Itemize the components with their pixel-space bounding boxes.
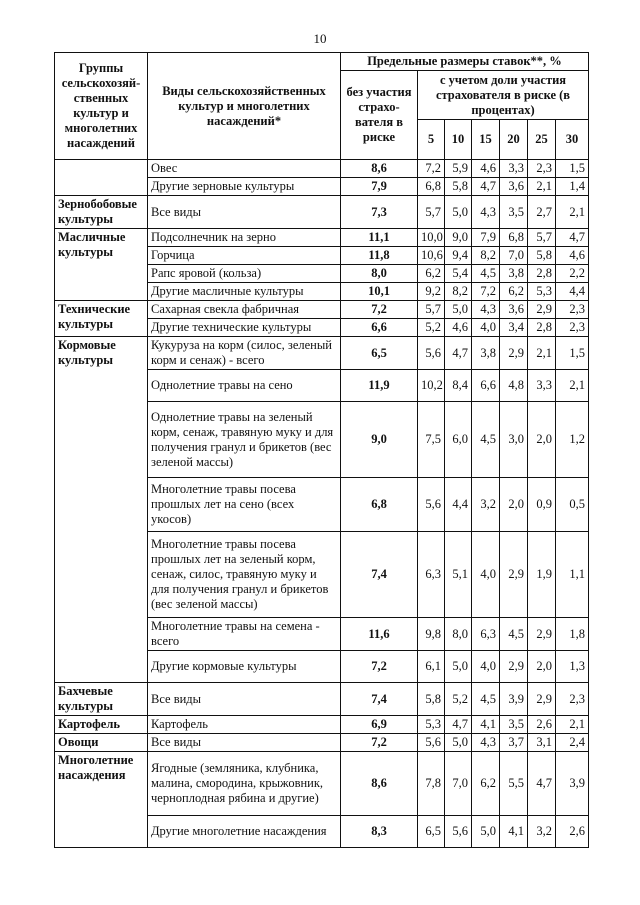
share-rate-cell: 2,0 [500, 478, 528, 532]
crop-cell: Другие масличные культуры [148, 283, 341, 301]
share-rate-cell: 1,4 [556, 178, 589, 196]
share-rate-cell: 7,2 [472, 283, 500, 301]
header-with-share: с учетом доли участия страхователя в риске (в процентах) [418, 71, 589, 120]
share-rate-cell: 4,0 [472, 532, 500, 618]
share-rate-cell: 4,7 [445, 716, 472, 734]
header-crops: Виды сельскохозяйственных культур и многолетних насаждений* [148, 53, 341, 160]
share-rate-cell: 6,2 [418, 265, 445, 283]
share-rate-cell: 5,6 [418, 734, 445, 752]
share-rate-cell: 6,8 [418, 178, 445, 196]
share-rate-cell: 4,0 [472, 319, 500, 337]
share-rate-cell: 4,5 [472, 265, 500, 283]
share-rate-cell: 4,4 [445, 478, 472, 532]
share-rate-cell: 9,8 [418, 618, 445, 651]
share-rate-cell: 2,8 [528, 319, 556, 337]
share-rate-cell: 4,6 [445, 319, 472, 337]
share-rate-cell: 3,6 [500, 301, 528, 319]
group-cell: Масличные культуры [55, 229, 148, 301]
base-rate-cell: 11,9 [341, 370, 418, 402]
base-rate-cell: 7,2 [341, 651, 418, 683]
share-rate-cell: 2,9 [528, 301, 556, 319]
crop-cell: Многолетние травы посева прошлых лет на зеленый корм, сенаж, силос, травяную муку и для получения гранул и брикетов (вес зеленой массы) [148, 532, 341, 618]
crop-cell: Другие многолетние насаждения [148, 816, 341, 848]
table-row [55, 301, 589, 319]
crop-cell: Многолетние травы посева прошлых лет на сено (всех укосов) [148, 478, 341, 532]
base-rate-cell: 7,2 [341, 734, 418, 752]
share-rate-cell: 1,8 [556, 618, 589, 651]
share-rate-cell: 3,3 [500, 160, 528, 178]
base-rate-cell: 8,0 [341, 265, 418, 283]
share-rate-cell: 5,7 [418, 196, 445, 229]
base-rate-cell: 8,6 [341, 160, 418, 178]
share-rate-cell: 5,2 [418, 319, 445, 337]
share-rate-cell: 4,5 [500, 618, 528, 651]
share-rate-cell: 7,8 [418, 752, 445, 816]
share-rate-cell: 2,0 [528, 402, 556, 478]
base-rate-cell: 11,8 [341, 247, 418, 265]
share-rate-cell: 6,8 [500, 229, 528, 247]
share-rate-cell: 5,0 [445, 301, 472, 319]
share-rate-cell: 4,7 [556, 229, 589, 247]
share-rate-cell: 5,1 [445, 532, 472, 618]
insurance-rates-table [54, 52, 589, 848]
share-rate-cell: 6,2 [500, 283, 528, 301]
share-rate-cell: 2,7 [528, 196, 556, 229]
share-rate-cell: 4,8 [500, 370, 528, 402]
base-rate-cell: 11,1 [341, 229, 418, 247]
share-rate-cell: 2,9 [500, 337, 528, 370]
share-rate-cell: 7,0 [500, 247, 528, 265]
table-row [55, 752, 589, 816]
share-rate-cell: 5,0 [445, 651, 472, 683]
share-rate-cell: 5,3 [418, 716, 445, 734]
group-cell: Бахчевые культуры [55, 683, 148, 716]
group-cell: Технические культуры [55, 301, 148, 337]
share-rate-cell: 5,0 [472, 816, 500, 848]
base-rate-cell: 6,5 [341, 337, 418, 370]
share-rate-cell: 2,9 [528, 683, 556, 716]
share-rate-cell: 3,8 [472, 337, 500, 370]
header-share-30: 30 [556, 120, 589, 160]
share-rate-cell: 8,2 [472, 247, 500, 265]
share-rate-cell: 3,7 [500, 734, 528, 752]
share-rate-cell: 2,3 [556, 319, 589, 337]
share-rate-cell: 1,5 [556, 160, 589, 178]
share-rate-cell: 2,1 [556, 196, 589, 229]
table-row [55, 734, 589, 752]
table-row [55, 716, 589, 734]
share-rate-cell: 1,2 [556, 402, 589, 478]
share-rate-cell: 5,8 [528, 247, 556, 265]
table-row [55, 683, 589, 716]
crop-cell: Ягодные (земляника, клубника, малина, смородина, крыжовник, черноплодная рябина и другие) [148, 752, 341, 816]
share-rate-cell: 4,7 [528, 752, 556, 816]
group-cell: Кормовые культуры [55, 337, 148, 683]
share-rate-cell: 5,6 [445, 816, 472, 848]
crop-cell: Картофель [148, 716, 341, 734]
share-rate-cell: 3,2 [472, 478, 500, 532]
base-rate-cell: 6,8 [341, 478, 418, 532]
share-rate-cell: 5,6 [418, 337, 445, 370]
share-rate-cell: 6,6 [472, 370, 500, 402]
share-rate-cell: 5,0 [445, 734, 472, 752]
page-number: 10 [313, 31, 327, 46]
share-rate-cell: 3,0 [500, 402, 528, 478]
base-rate-cell: 10,1 [341, 283, 418, 301]
base-rate-cell: 7,4 [341, 683, 418, 716]
base-rate-cell: 6,9 [341, 716, 418, 734]
share-rate-cell: 2,8 [528, 265, 556, 283]
table-row [55, 196, 589, 229]
share-rate-cell: 6,2 [472, 752, 500, 816]
crop-cell: Многолетние травы на семена - всего [148, 618, 341, 651]
share-rate-cell: 8,4 [445, 370, 472, 402]
share-rate-cell: 2,3 [556, 683, 589, 716]
share-rate-cell: 3,5 [500, 716, 528, 734]
share-rate-cell: 5,9 [445, 160, 472, 178]
base-rate-cell: 11,6 [341, 618, 418, 651]
group-cell: Картофель [55, 716, 148, 734]
share-rate-cell: 4,1 [472, 716, 500, 734]
share-rate-cell: 5,7 [418, 301, 445, 319]
share-rate-cell: 8,0 [445, 618, 472, 651]
share-rate-cell: 3,9 [500, 683, 528, 716]
share-rate-cell: 10,2 [418, 370, 445, 402]
base-rate-cell: 7,4 [341, 532, 418, 618]
share-rate-cell: 0,9 [528, 478, 556, 532]
crop-cell: Подсолнечник на зерно [148, 229, 341, 247]
crop-cell: Все виды [148, 683, 341, 716]
share-rate-cell: 1,5 [556, 337, 589, 370]
crop-cell: Другие кормовые культуры [148, 651, 341, 683]
share-rate-cell: 9,0 [445, 229, 472, 247]
share-rate-cell: 6,5 [418, 816, 445, 848]
table-row [55, 160, 589, 178]
group-cell: Овощи [55, 734, 148, 752]
share-rate-cell: 7,9 [472, 229, 500, 247]
share-rate-cell: 3,6 [500, 178, 528, 196]
share-rate-cell: 5,2 [445, 683, 472, 716]
header-share-20: 20 [500, 120, 528, 160]
header-groups: Группы сельскохозяй-ственных культур и многолетних насаждений [55, 53, 148, 160]
share-rate-cell: 3,5 [500, 196, 528, 229]
share-rate-cell: 2,9 [500, 532, 528, 618]
share-rate-cell: 2,1 [556, 370, 589, 402]
share-rate-cell: 8,2 [445, 283, 472, 301]
share-rate-cell: 2,9 [528, 618, 556, 651]
share-rate-cell: 5,8 [418, 683, 445, 716]
header-share-25: 25 [528, 120, 556, 160]
base-rate-cell: 7,9 [341, 178, 418, 196]
crop-cell: Сахарная свекла фабричная [148, 301, 341, 319]
crop-cell: Другие зерновые культуры [148, 178, 341, 196]
share-rate-cell: 0,5 [556, 478, 589, 532]
crop-cell: Кукуруза на корм (силос, зеленый корм и сенаж) - всего [148, 337, 341, 370]
base-rate-cell: 8,6 [341, 752, 418, 816]
share-rate-cell: 10,6 [418, 247, 445, 265]
share-rate-cell: 6,1 [418, 651, 445, 683]
share-rate-cell: 2,6 [528, 716, 556, 734]
share-rate-cell: 2,6 [556, 816, 589, 848]
share-rate-cell: 3,4 [500, 319, 528, 337]
share-rate-cell: 5,5 [500, 752, 528, 816]
share-rate-cell: 9,4 [445, 247, 472, 265]
share-rate-cell: 4,5 [472, 683, 500, 716]
share-rate-cell: 4,0 [472, 651, 500, 683]
base-rate-cell: 9,0 [341, 402, 418, 478]
share-rate-cell: 2,4 [556, 734, 589, 752]
share-rate-cell: 4,3 [472, 301, 500, 319]
header-share-10: 10 [445, 120, 472, 160]
share-rate-cell: 5,8 [445, 178, 472, 196]
share-rate-cell: 3,9 [556, 752, 589, 816]
crop-cell: Рапс яровой (кольза) [148, 265, 341, 283]
share-rate-cell: 7,2 [418, 160, 445, 178]
share-rate-cell: 3,2 [528, 816, 556, 848]
share-rate-cell: 9,2 [418, 283, 445, 301]
share-rate-cell: 2,9 [500, 651, 528, 683]
share-rate-cell: 4,1 [500, 816, 528, 848]
crop-cell: Другие технические культуры [148, 319, 341, 337]
base-rate-cell: 7,2 [341, 301, 418, 319]
crop-cell: Овес [148, 160, 341, 178]
header-no-share: без участия страхо-вателя в риске [341, 71, 418, 160]
share-rate-cell: 1,9 [528, 532, 556, 618]
share-rate-cell: 2,1 [528, 178, 556, 196]
share-rate-cell: 6,3 [418, 532, 445, 618]
share-rate-cell: 3,3 [528, 370, 556, 402]
crop-cell: Все виды [148, 196, 341, 229]
share-rate-cell: 4,3 [472, 196, 500, 229]
share-rate-cell: 5,0 [445, 196, 472, 229]
share-rate-cell: 10,0 [418, 229, 445, 247]
share-rate-cell: 5,3 [528, 283, 556, 301]
group-cell: Многолетние насаждения [55, 752, 148, 848]
share-rate-cell: 6,0 [445, 402, 472, 478]
share-rate-cell: 4,3 [472, 734, 500, 752]
share-rate-cell: 2,0 [528, 651, 556, 683]
header-share-5: 5 [418, 120, 445, 160]
header-max-rates: Предельные размеры ставок**, % [341, 53, 589, 71]
base-rate-cell: 8,3 [341, 816, 418, 848]
crop-cell: Все виды [148, 734, 341, 752]
share-rate-cell: 5,7 [528, 229, 556, 247]
share-rate-cell: 4,6 [556, 247, 589, 265]
share-rate-cell: 5,6 [418, 478, 445, 532]
share-rate-cell: 7,5 [418, 402, 445, 478]
share-rate-cell: 3,1 [528, 734, 556, 752]
share-rate-cell: 2,1 [528, 337, 556, 370]
share-rate-cell: 5,4 [445, 265, 472, 283]
share-rate-cell: 4,7 [445, 337, 472, 370]
share-rate-cell: 3,8 [500, 265, 528, 283]
share-rate-cell: 2,1 [556, 716, 589, 734]
share-rate-cell: 4,5 [472, 402, 500, 478]
share-rate-cell: 4,4 [556, 283, 589, 301]
header-share-15: 15 [472, 120, 500, 160]
share-rate-cell: 4,7 [472, 178, 500, 196]
crop-cell: Однолетние травы на сено [148, 370, 341, 402]
share-rate-cell: 2,3 [556, 301, 589, 319]
table-row [55, 337, 589, 370]
share-rate-cell: 6,3 [472, 618, 500, 651]
crop-cell: Однолетние травы на зеленый корм, сенаж, травяную муку и для получения гранул и брикетов (вес зеленой массы) [148, 402, 341, 478]
share-rate-cell: 2,3 [528, 160, 556, 178]
crop-cell: Горчица [148, 247, 341, 265]
group-cell: Зернобобовые культуры [55, 196, 148, 229]
group-cell [55, 160, 148, 196]
share-rate-cell: 4,6 [472, 160, 500, 178]
base-rate-cell: 6,6 [341, 319, 418, 337]
share-rate-cell: 2,2 [556, 265, 589, 283]
share-rate-cell: 1,1 [556, 532, 589, 618]
share-rate-cell: 7,0 [445, 752, 472, 816]
share-rate-cell: 1,3 [556, 651, 589, 683]
table-row [55, 229, 589, 247]
base-rate-cell: 7,3 [341, 196, 418, 229]
